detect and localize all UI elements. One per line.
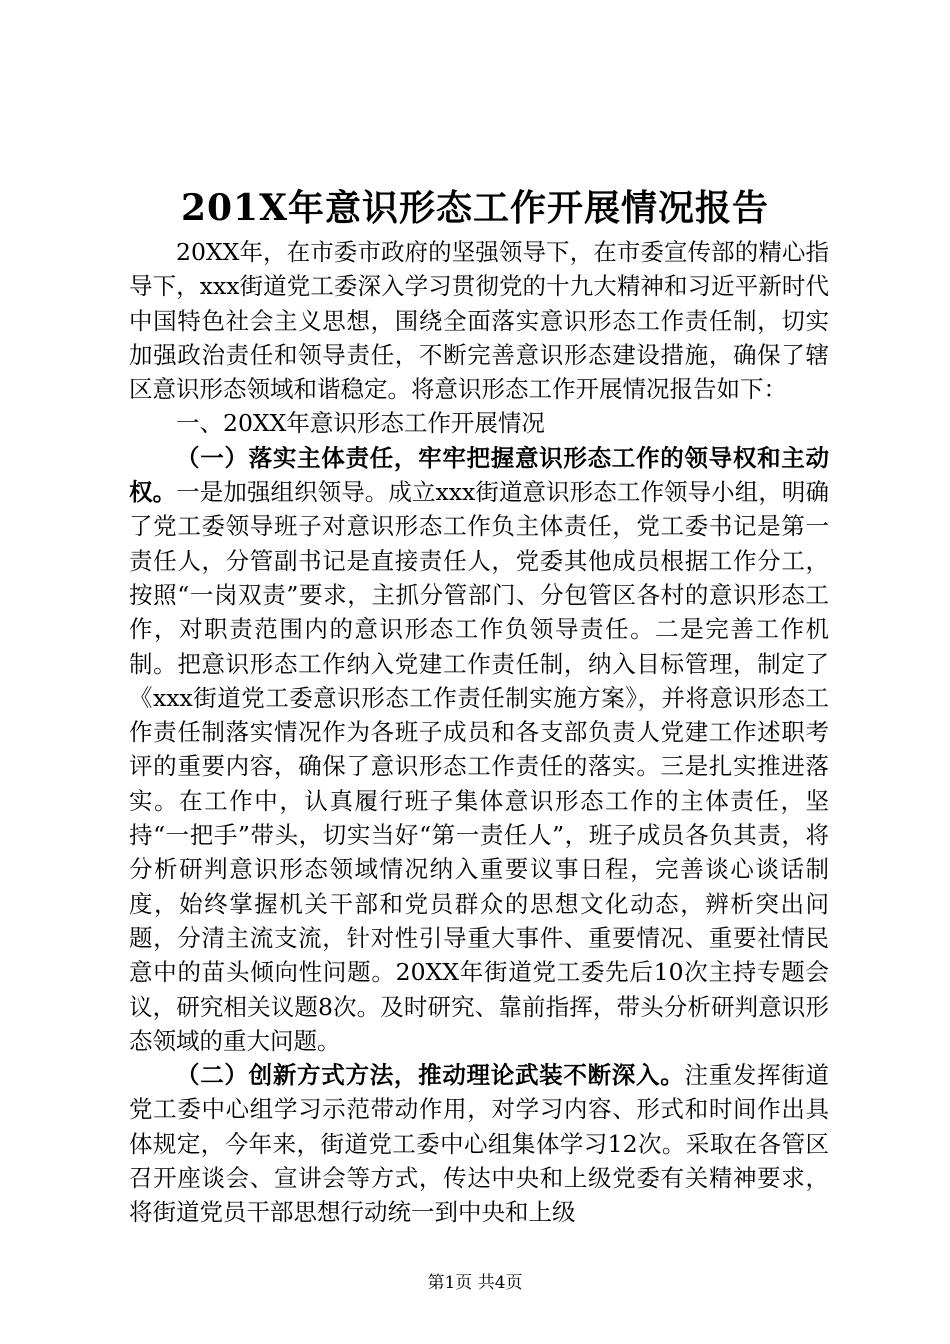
page-number: 第1页 共4页 [427, 1273, 523, 1293]
item1-text: 一是加强组织领导。成立xxx街道意识形态工作领导小组，明确了党工委领导班子对意识形态工作负主体责任，党工委书记是第一责任人，分管副书记是直接责任人，党委其他成员根据工作分工，按照“一岗双责”要求，主抓分管部门、分包管区各村的意识形态工作，对职责范围内的意识形态工作负领导责任。二是完善工作机制。把意识形态工作纳入党建工作责任制，纳入目标管理，制定了《xxx街道党工委意识形态工作责任制实施方案》，并将意识形态工作责任制落实情况作为各班子成员和各支部负责人党建工作述职考评的重要内容，确保了意识形态工作责任的落实。三是扎实推进落实。在工作中，认真履行班子集体意识形态工作的主体责任，坚持“一把手”带头，切实当好“第一责任人”，班子成员各负其责，将分析研判意识形态领域情况纳入重要议事日程，完善谈心谈话制度，始终掌握机关干部和党员群众的思想文化动态，辨析突出问题，分清主流支流，针对性引导重大事件、重要情况、重要社情民意中的苗头倾向性问题。20XX年街道党工委先后10次主持专题会议，研究相关议题8次。及时研究、靠前指挥，带头分析研判意识形态领域的重大问题。 [129, 478, 830, 1055]
item2-heading: （二）创新方式方法，推动理论武装不断深入。 [176, 1061, 685, 1090]
section-heading: 一、20XX年意识形态工作开展情况 [176, 409, 545, 438]
item1-paragraph [129, 441, 829, 1058]
item2-text: 注重发挥街道党工委中心组学习示范带动作用，对学习内容、形式和时间作出具体规定，今年来，街道党工委中心组集体学习12次。采取在各管区召开座谈会、宣讲会等方式，传达中央和上级党委有关精神要求，将街道党员干部思想行动统一到中央和上级 [129, 1061, 830, 1227]
intro-paragraph: 20XX年，在市委市政府的坚强领导下，在市委宣传部的精心指导下，xxx街道党工委深入学习贯彻党的十九大精神和习近平新时代中国特色社会主义思想，围绕全面落实意识形态工作责任制，切实加强政治责任和领导责任，不断完善意识形态建设措施，确保了辖区意识形态领域和谐稳定。将意识形态工作开展情况报告如下： [129, 238, 829, 404]
document-title: 201X年意识形态工作开展情况报告 [180, 187, 770, 229]
item1-heading: （一）落实主体责任，牢牢把握意识形态工作的领导权和主动权。 [129, 443, 829, 507]
document-body [129, 235, 829, 1230]
item2-paragraph [129, 1058, 829, 1229]
